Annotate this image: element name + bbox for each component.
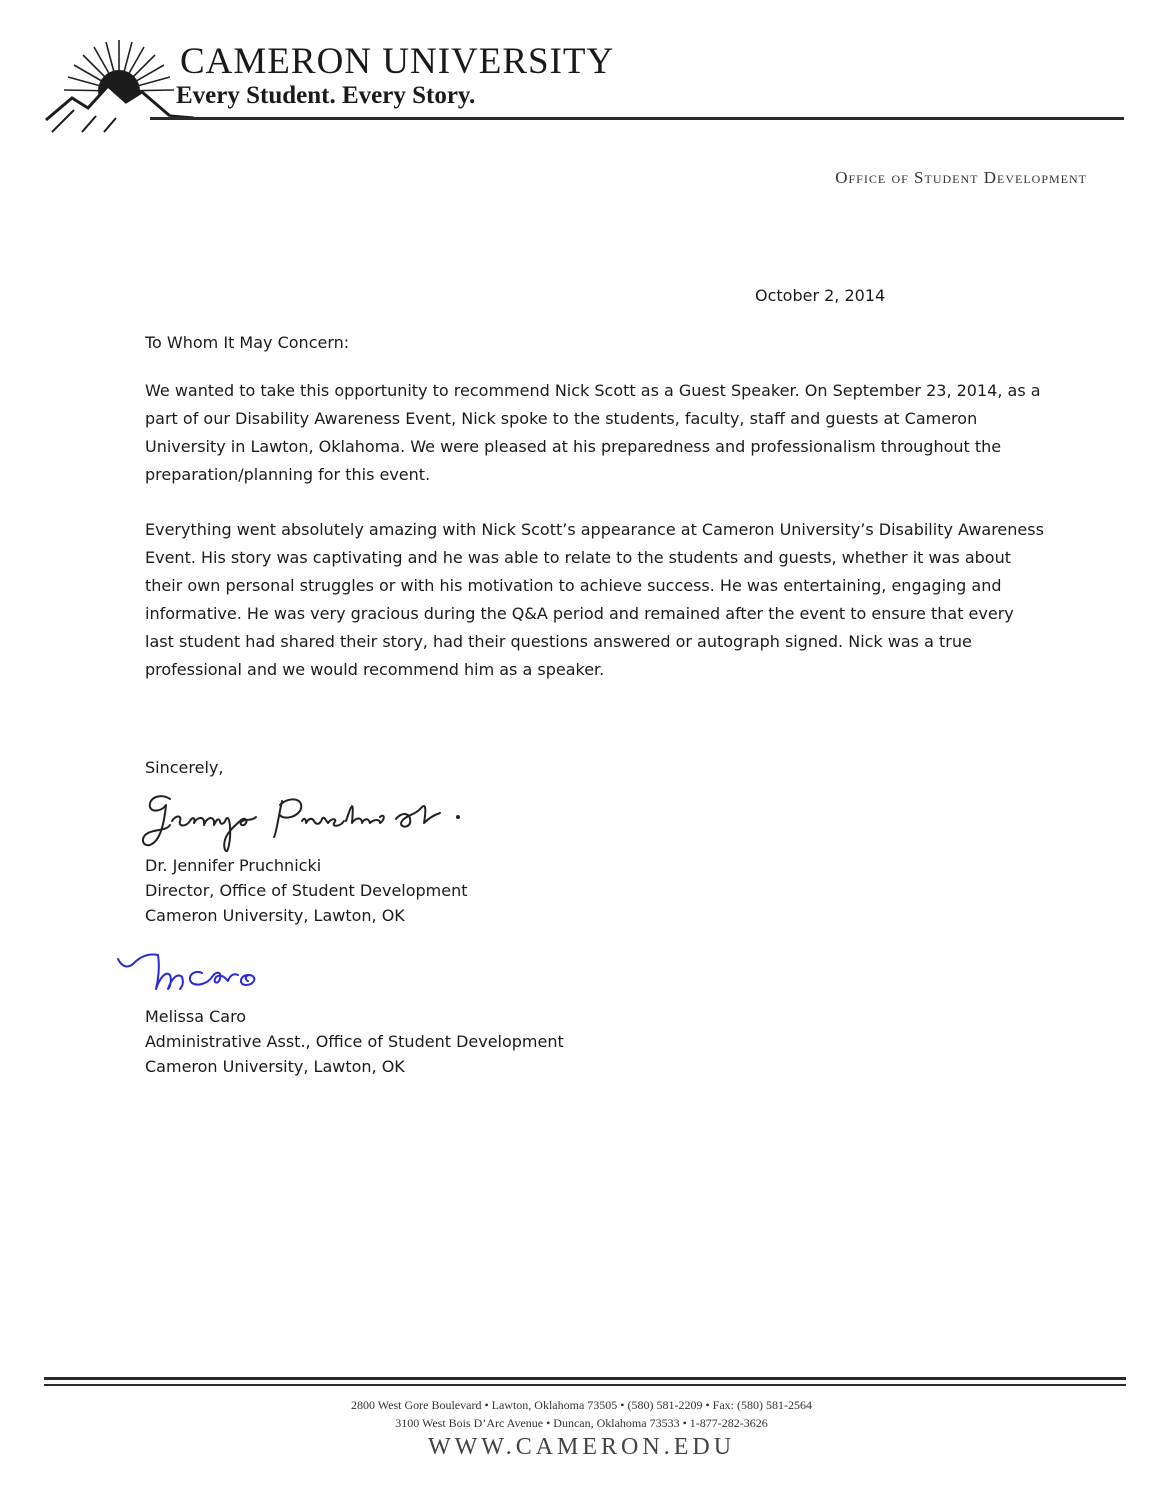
letter-date: October 2, 2014 xyxy=(755,286,886,305)
signature-melissa-caro xyxy=(112,945,302,995)
header-divider xyxy=(150,117,1124,120)
letter-salutation: To Whom It May Concern: xyxy=(145,333,350,352)
letter-paragraph-2: Everything went absolutely amazing with Nick Scott’s appearance at Cameron University’s Disability Awareness Event. His story was captivating and he was able to relate to the students and guests, whether it was about their own personal struggles or with his motivation to achieve success. He was entertaining, engaging and informative. He was very gracious during the Q&A period and remained after the event to ensure that every last student had shared their story, had their questions answered or autograph signed. Nick was a true professional and we would recommend him as a speaker. xyxy=(145,520,1044,679)
signer-title: Administrative Asst., Office of Student Development xyxy=(145,1032,564,1051)
letter-paragraph-1: We wanted to take this opportunity to recommend Nick Scott as a Guest Speaker. On September 23, 2014, as a part of our Disability Awareness Event, Nick spoke to the students, faculty, staff and guests at Cameron University in Lawton, Oklahoma. We were pleased at his preparedness and professionalism throughout the preparation/planning for this event. xyxy=(145,381,1041,484)
signer-block-2 xyxy=(145,1004,564,1079)
footer-address-duncan: 3100 West Bois D’Arc Avenue • Duncan, Oklahoma 73533 • 1-877-282-3626 xyxy=(395,1416,768,1430)
university-name: CAMERON UNIVERSITY xyxy=(180,41,615,82)
signature-jennifer-pruchnicki xyxy=(140,785,490,855)
signer-location: Cameron University, Lawton, OK xyxy=(145,906,405,925)
footer-website: WWW.CAMERON.EDU xyxy=(427,1434,736,1460)
signer-block-1 xyxy=(145,853,468,928)
office-name: Office of Student Development xyxy=(835,168,1087,187)
signer-name: Dr. Jennifer Pruchnicki xyxy=(145,856,322,875)
footer-divider-bottom xyxy=(44,1384,1126,1386)
university-tagline: Every Student. Every Story. xyxy=(176,82,476,109)
footer-divider-top xyxy=(44,1377,1126,1380)
signer-title: Director, Office of Student Development xyxy=(145,881,468,900)
letter-closing: Sincerely, xyxy=(145,758,224,777)
signer-name: Melissa Caro xyxy=(145,1007,247,1026)
footer-address-lawton: 2800 West Gore Boulevard • Lawton, Oklahoma 73505 • (580) 581-2209 • Fax: (580) 581-2564 xyxy=(350,1398,812,1412)
signer-location: Cameron University, Lawton, OK xyxy=(145,1057,405,1076)
